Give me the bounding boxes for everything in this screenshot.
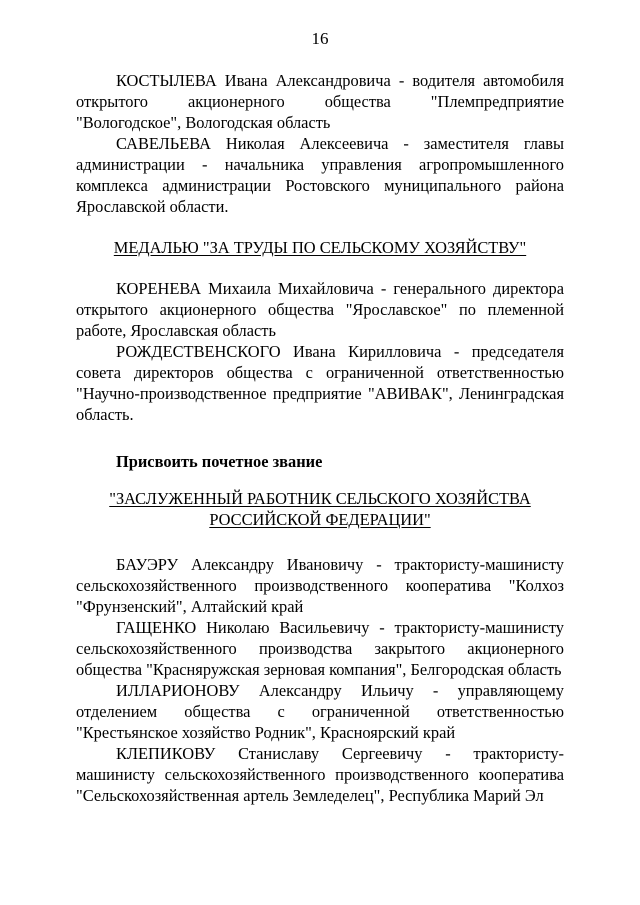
award-entry [76, 341, 564, 425]
awardee-details: Ивана Кирилловича - председателя совета директоров общества с ограниченной ответственностью "Научно-производственное предприятие "АВИВАК", Ленинградская область. [76, 342, 564, 424]
awardee-name: ГАЩЕНКО [116, 618, 197, 637]
awardee-details: Александру Ивановичу - трактористу-машинисту сельскохозяйственного производственного кооператива "Колхоз "Фрунзенский", Алтайский край [76, 555, 564, 616]
award-entry [76, 743, 564, 806]
awardee-details: Ивана Александровича - водителя автомобиля открытого акционерного общества "Племпредприятие "Вологодское", Вологодская область [76, 71, 564, 132]
award-entry [76, 133, 564, 217]
awardee-details: Николаю Васильевичу - трактористу-машинисту сельскохозяйственного производства закрытого акционерного общества "Красняружская зерновая компания", Белгородская область [76, 618, 564, 679]
honorary-title-label: Присвоить почетное звание [116, 452, 323, 471]
awardee-name: КЛЕПИКОВУ [116, 744, 216, 763]
awardee-name: ИЛЛАРИОНОВУ [116, 681, 240, 700]
awardee-details: Михаила Михайловича - генерального директора открытого акционерного общества "Ярославское" по племенной работе, Ярославская область [76, 279, 564, 340]
award-entry [76, 70, 564, 133]
awardee-details: Станиславу Сергеевичу - трактористу-машинисту сельскохозяйственного производственного кооператива "Сельскохозяйственная артель Земледелец", Республика Марий Эл [76, 744, 564, 805]
award-entry [76, 680, 564, 743]
medal-heading: МЕДАЛЬЮ "ЗА ТРУДЫ ПО СЕЛЬСКОМУ ХОЗЯЙСТВУ" [113, 238, 527, 257]
award-entry [76, 278, 564, 341]
awardee-details: Александру Ильичу - управляющему отделением общества с ограниченной ответственностью "Крестьянское хозяйство Родник", Красноярский край [76, 681, 564, 742]
awardee-name: РОЖДЕСТВЕНСКОГО [116, 342, 281, 361]
award-entry [76, 617, 564, 680]
honorary-title-heading-line: "ЗАСЛУЖЕННЫЙ РАБОТНИК СЕЛЬСКОГО ХОЗЯЙСТВА [109, 489, 531, 508]
awardee-name: КОСТЫЛЕВА [116, 71, 217, 90]
awardee-name: САВЕЛЬЕВА [116, 134, 211, 153]
document-body [76, 70, 564, 806]
honorary-title-heading [76, 488, 564, 530]
award-entry [76, 554, 564, 617]
awardee-name: КОРЕНЕВА [116, 279, 202, 298]
page-number: 16 [311, 29, 329, 48]
awardee-name: БАУЭРУ [116, 555, 179, 574]
awardee-details: Николая Алексеевича - заместителя главы администрации - начальника управления агропромышленного комплекса администрации Ростовского муниципального района Ярославской области. [76, 134, 564, 216]
honorary-title-heading-line: РОССИЙСКОЙ ФЕДЕРАЦИИ" [209, 510, 431, 529]
